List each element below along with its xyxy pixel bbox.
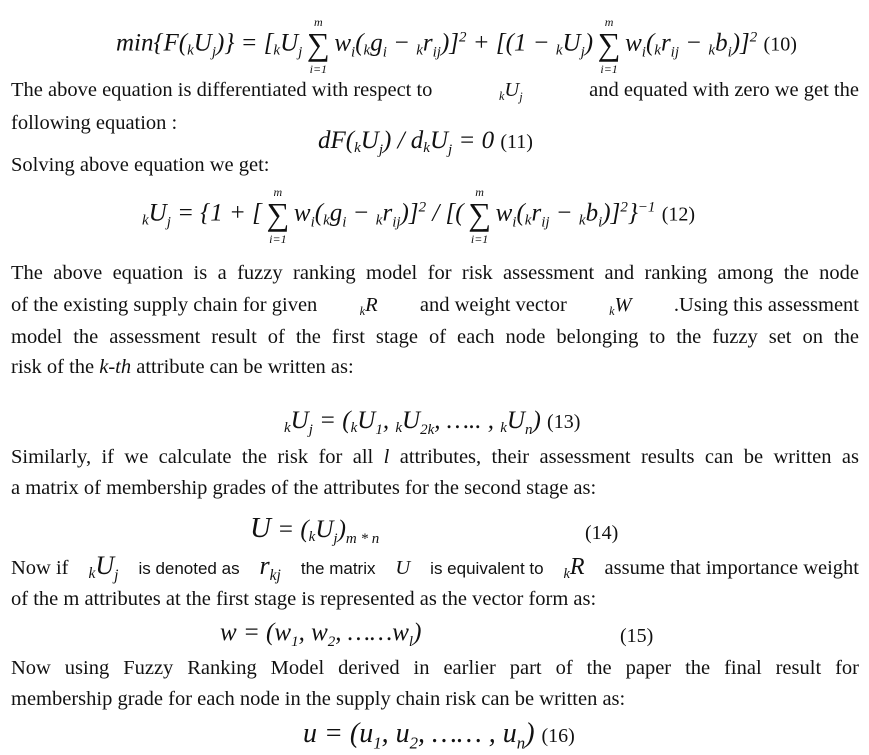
- summation-symbol: m ∑ i=1: [306, 15, 330, 76]
- equation-12: $kU_j = \{1$ + [ m ∑ i=1 $w_i(kg_i - kr_{ij})]^2$ / [( m ∑ i=1 $w_i(kr_{ij} - kb_i)]^2\}^{-1}$ (12): [142, 185, 696, 246]
- equation-number: (12): [661, 203, 696, 226]
- summation-symbol: m ∑ i=1: [597, 15, 621, 76]
- equation-11: $dF(kU_j) / dkU_j = 0$ (11): [318, 127, 533, 158]
- paragraph-line: following equation :: [11, 112, 178, 134]
- equation-number: (14): [585, 522, 619, 544]
- equation-number: (13): [547, 411, 581, 433]
- summation-symbol: m ∑ i=1: [266, 185, 290, 246]
- equation-number: (15): [620, 625, 654, 647]
- paragraph-line: The above equation is a fuzzy ranking model for risk assessment and ranking among the node: [11, 262, 859, 284]
- paragraph-line: model the assessment result of the first stage of each node belonging to the fuzzy set on the: [11, 326, 859, 348]
- paragraph-line: Now using Fuzzy Ranking Model derived in earlier part of the paper the final result for: [11, 657, 859, 679]
- paragraph-line: a matrix of membership grades of the attributes for the second stage as:: [11, 477, 597, 499]
- paragraph-line: risk of the k-th attribute can be written as:: [11, 356, 354, 378]
- equation-16: $u = (u_1$, $u_2$, …… , $u_n$) (16): [303, 718, 575, 753]
- summation-symbol: m ∑ i=1: [468, 185, 491, 246]
- equation-number: (11): [500, 131, 533, 153]
- paragraph-line: The above equation is differentiated with respect to $kU_j$ and equated with zero we get the: [11, 79, 859, 105]
- equation-number: (10): [763, 33, 797, 56]
- paragraph-line: of the m attributes at the first stage is represented as the vector form as:: [11, 588, 597, 610]
- equation-14: $U = (kU_j)_{m * n}$: [250, 512, 380, 547]
- equation-15: $w = (w_1$, $w_2$, $\dots\dots w_l$): [220, 619, 422, 650]
- paragraph-line: of the existing supply chain for given kR and weight vector kW .Using this assessment: [11, 294, 859, 318]
- paragraph-line: Similarly, if we calculate the risk for all l attributes, their assessment results can be written as: [11, 446, 859, 468]
- paragraph-line: Now if $kU_j$ is denoted as $r_{kj}$ the matrix U is equivalent to kR assume that importance weight: [11, 551, 859, 585]
- paragraph-line: Solving above equation we get:: [11, 154, 270, 176]
- equation-number: (16): [541, 725, 575, 747]
- paragraph-line: membership grade for each node in the supply chain risk can be written as:: [11, 688, 626, 710]
- equation-13: $kU_j = (kU_1$, $kU_{2k}$, ….. , $kU_n$) (13): [284, 407, 581, 438]
- equation-10: $\min\{F(kU_j)\} = [kU_j$ m ∑ i=1 $w_i(kg_i - kr_{ij})]^2 + [(1 - kU_j)$ m ∑ i=1 $w_i(kr_{ij} - kb_i)]^2$ (10): [116, 15, 797, 76]
